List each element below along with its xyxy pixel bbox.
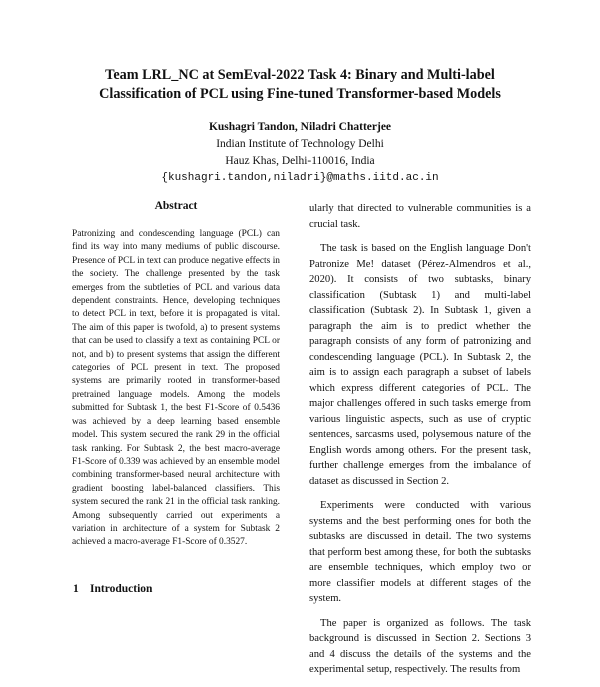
right-column	[309, 201, 531, 687]
abstract	[72, 228, 280, 550]
section-number: 1	[73, 583, 79, 595]
title-line-1: Team LRL_NC at SemEval-2022 Task 4: Binary and Multi-label	[105, 67, 495, 83]
author-email: {kushagri.tandon,niladri}@maths.iitd.ac.in	[161, 172, 439, 184]
paragraph-experiments: Experiments were conducted with various systems and the best performing ones for both the subtasks are discussed in detail. The two systems that perform best among these, for both the subtasks are ensemble techniques, which employ two or more classifier models at different stages of the system.	[309, 500, 531, 604]
left-column	[72, 200, 280, 550]
title-line-2: Classification of PCL using Fine-tuned Transformer-based Models	[99, 86, 501, 102]
section-title: Introduction	[90, 583, 153, 595]
abstract-heading: Abstract	[154, 200, 198, 212]
section-heading-introduction	[73, 583, 152, 595]
paragraph-organization: The paper is organized as follows. The task background is discussed in Section 2. Sections 3 and 4 discuss the details of the systems and the experimental setup, respectively. The results from	[309, 617, 531, 675]
paragraph-task: The task is based on the English language Don't Patronize Me! dataset (Pérez-Almendros et al., 2020). It consists of two subtasks, binary classification (Subtask 1) and multi-label classification (Subtask 2). In Subtask 1, given a paragraph the aim is to predict whether the paragraph consists of any form of patronizing and condescending language (PCL). In Subtask 2, the aim is to assign each paragraph a subset of labels which express different categories of PCL. The major challenges offered in such tasks emerge from various linguistic aspects, such as use of cryptic sentences, sarcasms used, polysemous nature of the English words among others. For the present task, further challenge emerges from the imbalance of dataset as discussed in Section 2.	[309, 243, 531, 487]
paragraph-continued: ularly that directed to vulnerable communities is a crucial task.	[309, 203, 531, 230]
abstract-text: Patronizing and condescending language (PCL) can find its way into many mediums of public discourse. Presence of PCL in text can produce negative effects in the society. The challenge presented by the task emerges from the subtleties of PCL and various data dependent constraints. Hence, developing techniques to detect PCL in text, before it is propagated is vital. The aim of this paper is twofold, a) to present systems that can be used to classify a text as containing PCL or not, and b) to present systems that assign the different categories of PCL present in text. The proposed systems are primarily rooted in transformer-based pretrained language models. Among the models submitted for Subtask 1, the best F1-Score of 0.5436 was achieved by a deep learning based ensemble model. This system secured the rank 29 in the official task ranking. For Subtask 2, the best macro-average F1-Score of 0.339 was achieved by an ensemble model combining transformer-based neural architecture with gradient boosting label-balanced classifiers. This system secured the rank 21 in the official task ranking. Among subsequently carried out experiments a variation in architecture of a system for Subtask 2 achieved a macro-average F1-Score of 0.3527.	[72, 229, 280, 548]
affiliation: Indian Institute of Technology Delhi	[216, 138, 384, 150]
author-names: Kushagri Tandon, Niladri Chatterjee	[208, 121, 392, 133]
paper-title	[40, 66, 560, 104]
address: Hauz Khas, Delhi-110016, India	[225, 155, 375, 167]
author-block	[40, 119, 560, 187]
